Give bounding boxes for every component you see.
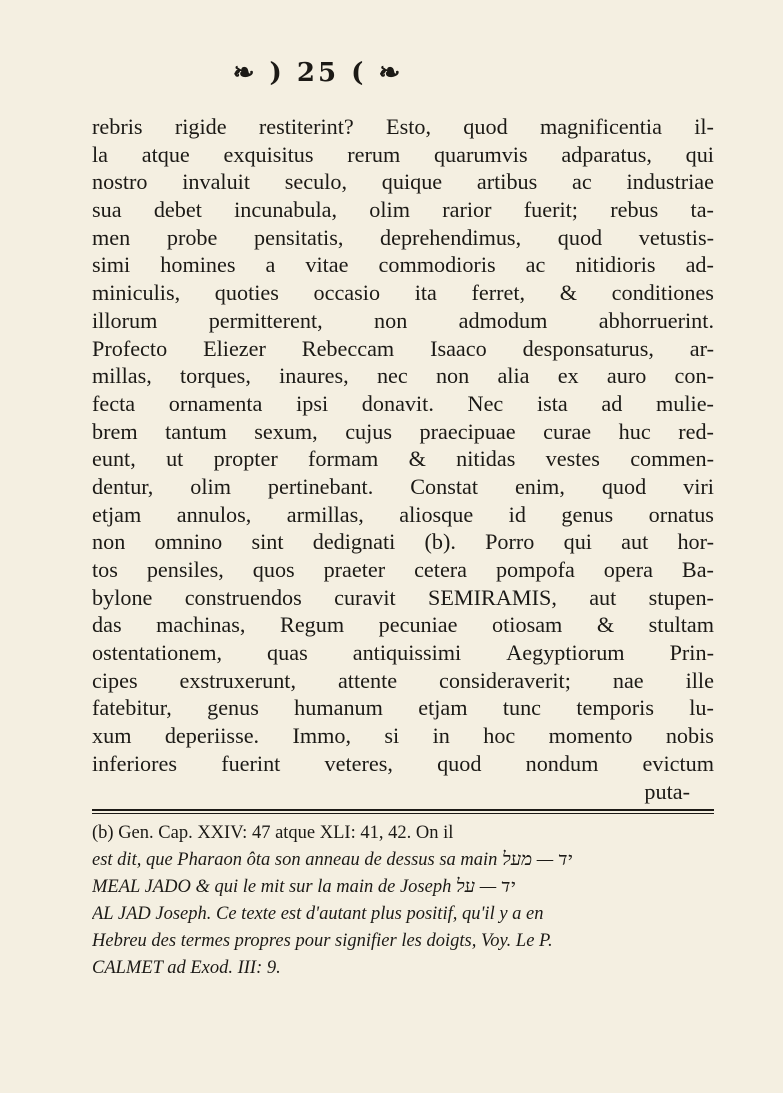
footnote-line: est dit, que Pharaon ôta son anneau de dessus sa main יד — מעל [92,850,573,871]
book-page [92,55,714,1065]
footnote-line: MEAL JADO & qui le mit sur la main de Joseph יד — על [92,877,516,898]
text-line: fecta ornamenta ipsi donavit. Nec ista ad mulie- [92,390,714,416]
text-line: ostentationem, quas antiquissimi Aegyptiorum Prin- [92,640,714,666]
text-line: fatebitur, genus humanum etjam tunc temporis lu- [92,695,714,721]
text-line: nostro invaluit seculo, quique artibus ac industriae [92,169,714,195]
footnote-line: AL JAD Joseph. Ce texte est d'autant plus positif, qu'il y a en [92,904,544,925]
main-text [92,113,714,778]
text-line: men probe pensitatis, deprehendimus, quod vetustis- [92,224,714,250]
text-line: tos pensiles, quos praeter cetera pompofa opera Ba- [92,557,714,582]
text-line: bylone construendos curavit SEMIRAMIS, aut stupen- [92,584,714,610]
text-line: simi homines a vitae commodioris ac nitidioris ad- [92,252,714,278]
footnote-rule [92,809,714,811]
text-line: la atque exquisitus rerum quarumvis adparatus, qui [92,141,714,167]
text-line: miniculis, quoties occasio ita ferret, & conditiones [92,280,714,306]
text-line: rebris rigide restiterint? Esto, quod magnificentia il- [92,114,714,139]
text-line: illorum permitterent, non admodum abhorruerint. [92,307,714,333]
text-line: dentur, olim pertinebant. Constat enim, quod viri [92,473,714,499]
text-line: cipes exstruxerunt, attente consideraverit; nae ille [92,667,714,693]
text-line: inferiores fuerint veteres, quod nondum evictum [92,750,714,776]
text-line: xum deperiisse. Immo, si in hoc momento nobis [92,723,714,749]
footnote-line: CALMET ad Exod. III: 9. [92,958,281,979]
catchword: puta- [644,778,690,804]
footnote-rule-thin [92,813,714,814]
text-line: eunt, ut propter formam & nitidas vestes commen- [92,446,714,472]
footnotes [92,820,714,982]
text-line: etjam annulos, armillas, aliosque id genus ornatus [92,501,714,527]
footnote-line: Hebreu des termes propres pour signifier les doigts, Voy. Le P. [92,931,553,952]
page-header: ❧ ) 25 ( ❧ [232,58,404,88]
text-line: Profecto Eliezer Rebeccam Isaaco desponsaturus, ar- [92,335,714,361]
text-line: brem tantum sexum, cujus praecipuae curae huc red- [92,418,714,444]
text-line: sua debet incunabula, olim rarior fuerit; rebus ta- [92,197,714,223]
footnote-line: (b) Gen. Cap. XXIV: 47 atque XLI: 41, 42. On il [92,823,454,844]
text-line: millas, torques, inaures, nec non alia ex auro con- [92,363,714,389]
text-line: non omnino sint dedignati (b). Porro qui aut hor- [92,529,714,555]
text-line: das machinas, Regum pecuniae otiosam & stultam [92,612,714,638]
